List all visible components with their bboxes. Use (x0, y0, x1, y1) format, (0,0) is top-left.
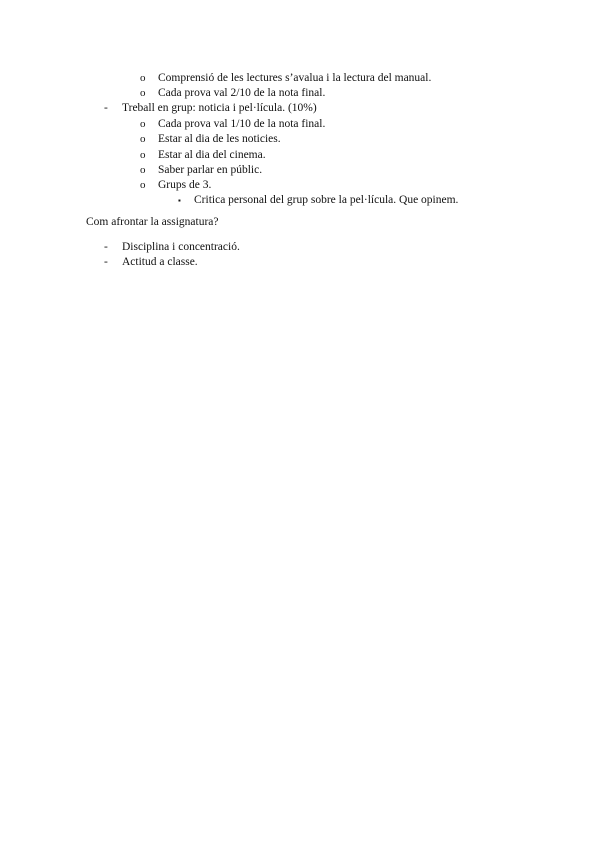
list-item-text-part: Comprensió (158, 72, 215, 84)
bullet-circle: o (140, 179, 146, 191)
list-item: Disciplina i concentració. (122, 241, 240, 253)
list-item-text-part: . (428, 72, 432, 84)
list-item: Critica personal del grup sobre la pel·lícula. Que opinem. (194, 194, 459, 206)
bullet-circle: o (140, 72, 146, 84)
bullet-circle: o (140, 133, 146, 145)
bullet-circle: o (140, 164, 146, 176)
list-item-text-part: de les lectures s’avalua i la lectura del manual (217, 72, 429, 84)
list-item: Actitud a classe. (122, 256, 198, 268)
bullet-square: ▪ (178, 196, 181, 205)
bullet-dash: - (104, 241, 108, 253)
list-item: Saber parlar en públic. (158, 164, 263, 176)
list-item: Estar al dia del cinema. (158, 149, 266, 161)
section-heading: Com afrontar la assignatura? (86, 216, 219, 228)
list-item: Treball en grup: noticia i pel·lícula. (10%) (122, 102, 317, 114)
list-item: Cada prova val 1/10 de la nota final. (158, 118, 326, 130)
bullet-dash: - (104, 102, 108, 114)
bullet-circle: o (140, 87, 146, 99)
bullet-circle: o (140, 149, 146, 161)
list-item: Estar al dia de les noticies. (158, 133, 281, 145)
bullet-circle: o (140, 118, 146, 130)
list-item: Cada prova val 2/10 de la nota final. (158, 87, 326, 99)
list-item: Grups de 3. (158, 179, 212, 191)
bullet-dash: - (104, 256, 108, 268)
list-item (158, 71, 431, 85)
